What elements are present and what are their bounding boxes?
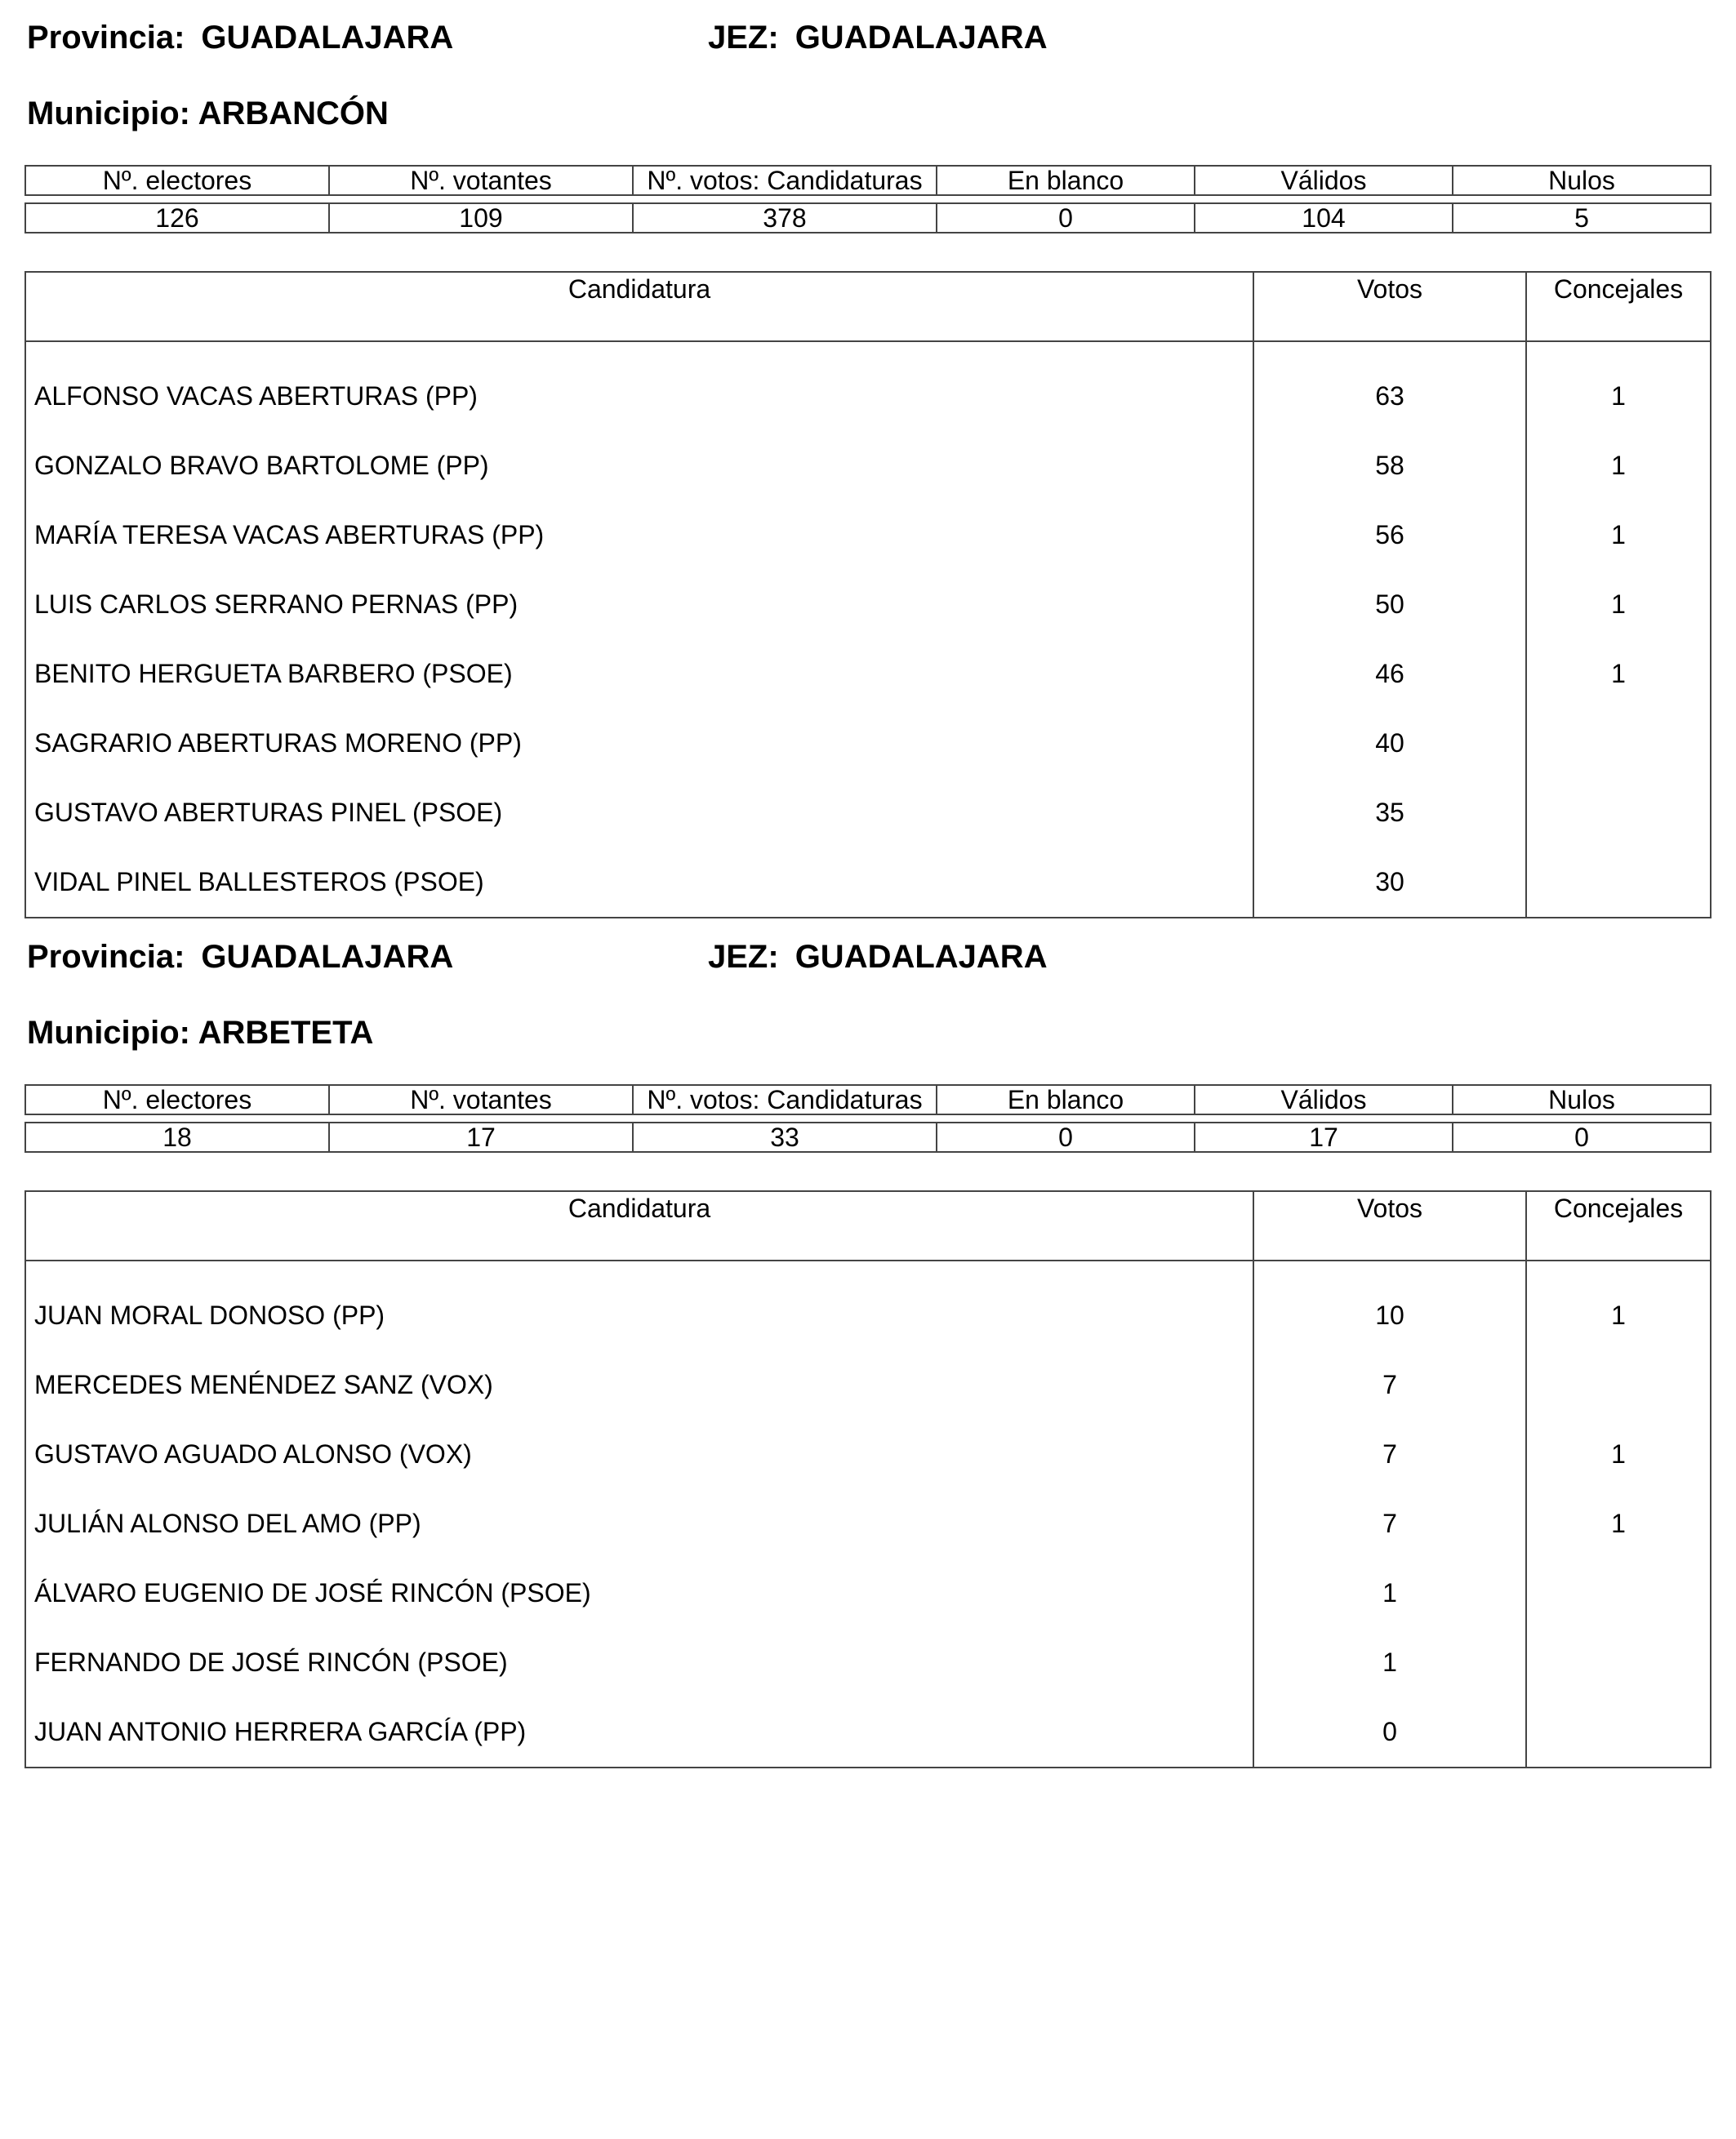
provincia-value: GUADALAJARA bbox=[201, 939, 454, 975]
candidate-row bbox=[25, 500, 1711, 570]
candidate-name: JULIÁN ALONSO DEL AMO (PP) bbox=[25, 1489, 1253, 1559]
candidate-seats: 1 bbox=[1526, 500, 1711, 570]
summary-value-cell: 378 bbox=[633, 203, 937, 233]
jez-label: JEZ: bbox=[708, 20, 779, 56]
candidate-name: GUSTAVO ABERTURAS PINEL (PSOE) bbox=[25, 778, 1253, 847]
candidate-row bbox=[25, 570, 1711, 639]
candidate-seats: 1 bbox=[1526, 431, 1711, 500]
candidatura-header: Candidatura bbox=[25, 1191, 1253, 1261]
candidate-seats bbox=[1526, 709, 1711, 778]
candidate-row bbox=[25, 1420, 1711, 1489]
municipio-value: ARBETETA bbox=[198, 1015, 374, 1051]
summary-header-row bbox=[25, 166, 1711, 195]
candidate-votes: 7 bbox=[1253, 1420, 1526, 1489]
provincia-heading bbox=[27, 20, 453, 56]
candidate-row bbox=[25, 1697, 1711, 1768]
summary-header-cell: Válidos bbox=[1195, 166, 1453, 195]
candidate-votes: 35 bbox=[1253, 778, 1526, 847]
candidate-row bbox=[25, 1350, 1711, 1420]
candidate-name: ÁLVARO EUGENIO DE JOSÉ RINCÓN (PSOE) bbox=[25, 1559, 1253, 1628]
summary-header-cell: En blanco bbox=[937, 1085, 1195, 1114]
summary-value-cell: 17 bbox=[329, 1123, 633, 1152]
candidate-seats bbox=[1526, 1350, 1711, 1420]
candidate-row bbox=[25, 778, 1711, 847]
municipio-heading bbox=[27, 96, 389, 131]
votos-header: Votos bbox=[1253, 1191, 1526, 1261]
summary-value-row bbox=[25, 1123, 1711, 1152]
candidate-votes: 46 bbox=[1253, 639, 1526, 709]
candidate-name: VIDAL PINEL BALLESTEROS (PSOE) bbox=[25, 847, 1253, 918]
summary-value-cell: 17 bbox=[1195, 1123, 1453, 1152]
provincia-value: GUADALAJARA bbox=[201, 20, 454, 56]
jez-label: JEZ: bbox=[708, 939, 779, 975]
candidate-seats: 1 bbox=[1526, 362, 1711, 431]
summary-header-row bbox=[25, 1085, 1711, 1114]
candidate-votes: 0 bbox=[1253, 1697, 1526, 1768]
jez-value: GUADALAJARA bbox=[795, 20, 1048, 56]
summary-header-cell: Nº. electores bbox=[25, 166, 329, 195]
candidate-name: ALFONSO VACAS ABERTURAS (PP) bbox=[25, 362, 1253, 431]
summary-header-cell: Nº. votos: Candidaturas bbox=[633, 1085, 937, 1114]
concejales-header: Concejales bbox=[1526, 272, 1711, 341]
candidate-row bbox=[25, 639, 1711, 709]
provincia-heading bbox=[27, 939, 453, 975]
candidate-name: SAGRARIO ABERTURAS MORENO (PP) bbox=[25, 709, 1253, 778]
summary-header-cell: En blanco bbox=[937, 166, 1195, 195]
candidate-row bbox=[25, 847, 1711, 918]
candidate-seats bbox=[1526, 1628, 1711, 1697]
candidate-votes: 56 bbox=[1253, 500, 1526, 570]
summary-value-cell: 109 bbox=[329, 203, 633, 233]
summary-value-row bbox=[25, 203, 1711, 233]
summary-header-cell: Nulos bbox=[1453, 1085, 1711, 1114]
candidates-table bbox=[24, 271, 1712, 918]
summary-value-cell: 5 bbox=[1453, 203, 1711, 233]
candidatura-header: Candidatura bbox=[25, 272, 1253, 341]
jez-heading bbox=[708, 20, 1048, 56]
summary-header-cell: Nulos bbox=[1453, 166, 1711, 195]
municipio-value: ARBANCÓN bbox=[198, 96, 389, 131]
candidate-row bbox=[25, 1628, 1711, 1697]
summary-header-cell: Nº. electores bbox=[25, 1085, 329, 1114]
candidate-row bbox=[25, 1281, 1711, 1350]
candidate-votes: 58 bbox=[1253, 431, 1526, 500]
municipio-label: Municipio: bbox=[27, 1015, 190, 1051]
municipio-label: Municipio: bbox=[27, 96, 190, 131]
provincia-label: Provincia: bbox=[27, 20, 185, 56]
candidate-row bbox=[25, 709, 1711, 778]
jez-heading bbox=[708, 939, 1048, 975]
votos-header: Votos bbox=[1253, 272, 1526, 341]
candidate-votes: 1 bbox=[1253, 1559, 1526, 1628]
candidate-row bbox=[25, 362, 1711, 431]
summary-value-cell: 0 bbox=[937, 1123, 1195, 1152]
candidate-votes: 30 bbox=[1253, 847, 1526, 918]
candidate-seats bbox=[1526, 847, 1711, 918]
candidate-seats: 1 bbox=[1526, 570, 1711, 639]
candidate-votes: 40 bbox=[1253, 709, 1526, 778]
candidate-name: JUAN MORAL DONOSO (PP) bbox=[25, 1281, 1253, 1350]
summary-header-cell: Nº. votantes bbox=[329, 166, 633, 195]
candidate-name: BENITO HERGUETA BARBERO (PSOE) bbox=[25, 639, 1253, 709]
summary-value-cell: 126 bbox=[25, 203, 329, 233]
candidate-votes: 10 bbox=[1253, 1281, 1526, 1350]
candidate-seats bbox=[1526, 1559, 1711, 1628]
candidate-seats: 1 bbox=[1526, 1281, 1711, 1350]
candidate-name: MERCEDES MENÉNDEZ SANZ (VOX) bbox=[25, 1350, 1253, 1420]
candidate-votes: 7 bbox=[1253, 1350, 1526, 1420]
candidate-row bbox=[25, 431, 1711, 500]
concejales-header: Concejales bbox=[1526, 1191, 1711, 1261]
candidate-seats: 1 bbox=[1526, 1489, 1711, 1559]
candidate-votes: 7 bbox=[1253, 1489, 1526, 1559]
summary-value-cell: 0 bbox=[1453, 1123, 1711, 1152]
candidate-name: FERNANDO DE JOSÉ RINCÓN (PSOE) bbox=[25, 1628, 1253, 1697]
candidate-name: GONZALO BRAVO BARTOLOME (PP) bbox=[25, 431, 1253, 500]
candidates-header-row bbox=[25, 272, 1711, 341]
provincia-label: Provincia: bbox=[27, 939, 185, 975]
summary-value-cell: 0 bbox=[937, 203, 1195, 233]
candidates-table bbox=[24, 1190, 1712, 1768]
candidates-header-row bbox=[25, 1191, 1711, 1261]
candidate-seats bbox=[1526, 1697, 1711, 1768]
summary-header-cell: Nº. votos: Candidaturas bbox=[633, 166, 937, 195]
candidate-votes: 1 bbox=[1253, 1628, 1526, 1697]
candidate-name: LUIS CARLOS SERRANO PERNAS (PP) bbox=[25, 570, 1253, 639]
jez-value: GUADALAJARA bbox=[795, 939, 1048, 975]
municipio-heading bbox=[27, 1015, 373, 1051]
summary-value-cell: 18 bbox=[25, 1123, 329, 1152]
candidate-votes: 50 bbox=[1253, 570, 1526, 639]
summary-table bbox=[24, 1084, 1712, 1153]
summary-value-cell: 104 bbox=[1195, 203, 1453, 233]
candidate-seats: 1 bbox=[1526, 1420, 1711, 1489]
summary-header-cell: Válidos bbox=[1195, 1085, 1453, 1114]
summary-header-cell: Nº. votantes bbox=[329, 1085, 633, 1114]
candidate-name: JUAN ANTONIO HERRERA GARCÍA (PP) bbox=[25, 1697, 1253, 1768]
candidate-seats: 1 bbox=[1526, 639, 1711, 709]
summary-table bbox=[24, 165, 1712, 233]
candidate-row bbox=[25, 1559, 1711, 1628]
candidate-row bbox=[25, 1489, 1711, 1559]
candidate-name: MARÍA TERESA VACAS ABERTURAS (PP) bbox=[25, 500, 1253, 570]
candidate-votes: 63 bbox=[1253, 362, 1526, 431]
candidate-name: GUSTAVO AGUADO ALONSO (VOX) bbox=[25, 1420, 1253, 1489]
candidate-seats bbox=[1526, 778, 1711, 847]
summary-value-cell: 33 bbox=[633, 1123, 937, 1152]
